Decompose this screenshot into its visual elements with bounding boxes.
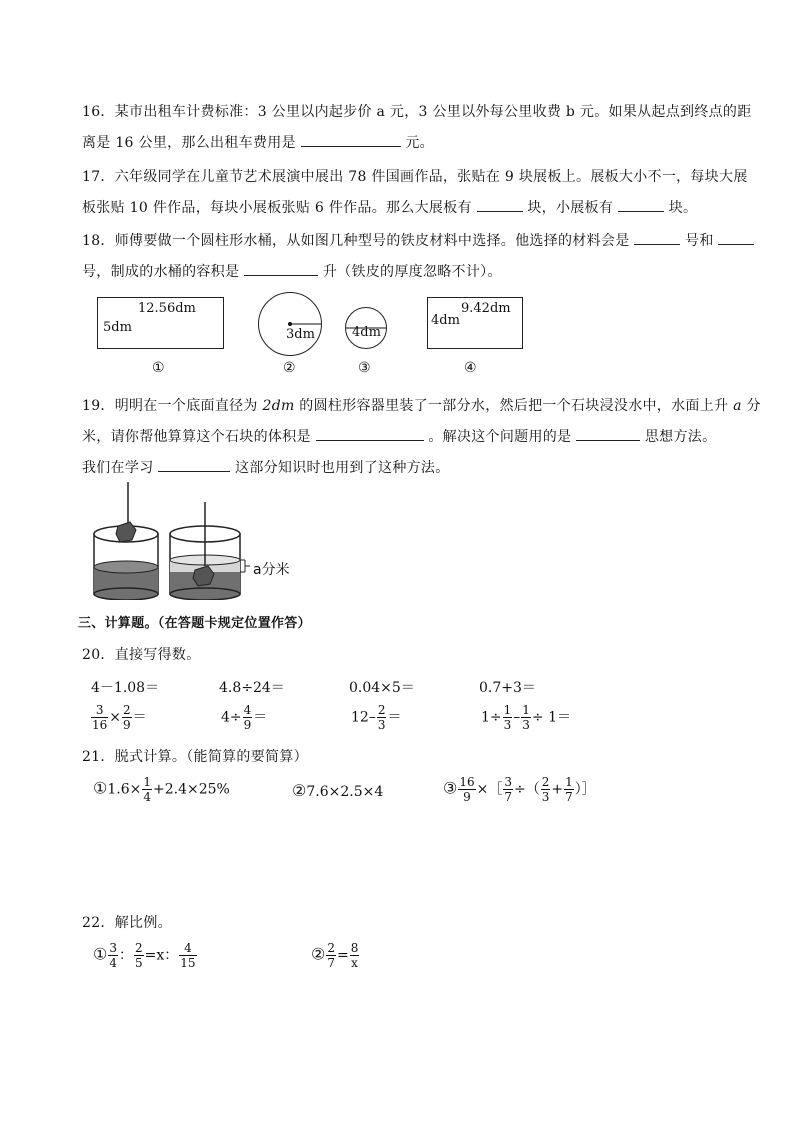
q16-answer-blank[interactable] [301, 132, 401, 147]
q20-6-eq: ＝ [253, 709, 268, 726]
q21-expr-2 [292, 781, 383, 800]
q21-mark-1: ① [93, 778, 108, 798]
q20-5-den1: 16 [92, 718, 108, 732]
q20-8-den2: 3 [522, 718, 530, 732]
fig2-radius-label: 3dm [286, 327, 315, 342]
q22-1-num1: 3 [109, 941, 117, 955]
q21-expr-3 [443, 775, 596, 804]
q20-8-num2: 1 [522, 703, 530, 717]
q20-item-1: 4－1.08＝ [91, 680, 160, 696]
q17-text-b: 块，小展板有 [527, 200, 614, 216]
q20-7-pre: 12– [351, 709, 376, 726]
q18-line2 [82, 261, 502, 281]
q21-3-num3: 2 [541, 775, 550, 789]
q21-expr-1 [93, 775, 230, 804]
fig4-side-label: 4dm [431, 313, 460, 328]
q20-item-4: 0.7+3＝ [479, 680, 536, 696]
q17-line2 [82, 197, 697, 217]
q22-1-colon: ： [118, 947, 133, 964]
q22-2-num1: 2 [327, 941, 335, 955]
fig2-circle [258, 292, 322, 356]
left-cylinder [94, 482, 158, 600]
q22-expr-2 [311, 941, 360, 970]
q19-line2 [82, 426, 716, 446]
q22-1-mid: =x： [144, 947, 179, 964]
q20-5-eq: ＝ [132, 709, 147, 726]
q17-text-c: 块。 [668, 200, 698, 216]
q22-2-num2: 8 [350, 941, 359, 955]
section-3-title: 三、计算题。（在答题卡规定位置作答） [78, 616, 311, 631]
q20-6-num: 4 [243, 703, 252, 717]
q21-1-pre: 1.6× [107, 781, 142, 798]
q20-item-7 [351, 703, 401, 732]
q21-3-op3: + [551, 781, 564, 798]
q20-5-num1: 3 [91, 703, 108, 718]
q20-8-post: ÷ 1＝ [531, 709, 572, 726]
fig4-rectangle [427, 297, 523, 349]
q22-2-den2: x [351, 956, 358, 970]
q19-text-f: 米，请你帮他算算这个石块的体积是 [82, 429, 311, 445]
q20-item-2: 4.8÷24＝ [219, 680, 285, 696]
q20-title: 20．直接写得数。 [82, 647, 201, 663]
q20-7-num: 2 [377, 703, 386, 717]
q22-1-den2: 5 [134, 956, 143, 970]
q19-text-c: 的圆柱形容器里装了一部分水，然后把一个石块浸没水中，水面上升 [299, 398, 729, 414]
q18-material-blank-2[interactable] [718, 230, 754, 245]
q22-2-eq: = [336, 947, 349, 964]
fig3-circle [345, 307, 387, 349]
q21-3-den3: 3 [541, 790, 550, 804]
q21-3-den1: 9 [463, 790, 471, 804]
right-cylinder [170, 502, 250, 600]
q22-2-den1: 7 [327, 956, 335, 970]
q19-text-h: 思想方法。 [644, 429, 717, 445]
q21-3-num4: 1 [565, 775, 573, 789]
q20-5-den2: 9 [123, 718, 131, 732]
q20-5-op: × [109, 709, 122, 726]
fig3-number: ③ [358, 360, 371, 376]
q18-volume-blank[interactable] [244, 261, 318, 276]
q21-mark-3: ③ [443, 778, 458, 798]
q16-line2 [82, 132, 434, 152]
q21-3-close: ）］ [574, 781, 596, 798]
q20-8-pre: 1÷ [481, 709, 502, 726]
q21-1-den: 4 [143, 790, 151, 804]
q18-text-b: 号和 [685, 233, 714, 249]
q19-rise-variable: a [733, 398, 742, 414]
q19-line1 [82, 395, 761, 415]
fig1-side-label: 5dm [103, 320, 132, 335]
q20-item-8 [481, 703, 571, 732]
q22-expr-1 [93, 941, 198, 970]
q20-item-3: 0.04×5＝ [349, 680, 415, 696]
q20-7-den: 3 [377, 718, 386, 732]
q18-text-c: 号，制成的水桶的容积是 [82, 264, 240, 280]
fig2-number: ② [283, 360, 296, 376]
q20-7-eq: ＝ [387, 709, 402, 726]
fig4-number: ④ [464, 360, 477, 376]
q21-mark-2: ② [292, 781, 307, 800]
rise-label: a分米 [253, 562, 290, 578]
q17-small-board-blank[interactable] [618, 197, 664, 212]
q21-3-den4: 7 [565, 790, 573, 804]
fig3-diameter-label: 4dm [352, 325, 381, 340]
q17-line1: 17．六年级同学在儿童节艺术展演中展出 78 件国画作品，张贴在 9 块展板上。展板大小不一，每块大展 [82, 169, 748, 185]
q21-3-num2: 3 [504, 775, 512, 789]
q19-text-i: 我们在学习 [82, 460, 154, 476]
q20-5-num2: 2 [123, 703, 131, 717]
q19-line3 [82, 457, 450, 477]
q21-3-op1: ×［ [476, 781, 503, 798]
q18-line1 [82, 230, 754, 250]
q20-6-den: 9 [243, 718, 252, 732]
q19-volume-blank[interactable] [316, 426, 424, 441]
q21-3-num1: 16 [459, 775, 475, 789]
q20-8-num1: 1 [503, 703, 512, 717]
q18-text-d: 升（铁皮的厚度忽略不计）。 [322, 264, 502, 280]
q18-material-blank-1[interactable] [634, 230, 680, 245]
q21-3-op2: ÷（ [514, 781, 540, 798]
fig2-radius-line [259, 293, 321, 355]
q20-8-mid: – [513, 709, 521, 726]
q22-1-den3: 15 [180, 956, 196, 970]
q21-1-num: 1 [143, 775, 151, 789]
q20-8-den1: 3 [503, 718, 512, 732]
q19-study-blank[interactable] [158, 457, 230, 472]
q16-line1: 16．某市出租车计费标准：3 公里以内起步价 a 元，3 公里以外每公里收费 b 元。如果从起点到终点的距 [82, 104, 752, 120]
fig4-top-label: 9.42dm [461, 301, 511, 316]
q17-text-a: 板张贴 10 件作品，每块小展板张贴 6 件作品。那么大展板有 [82, 200, 472, 216]
fig1-number: ① [152, 360, 165, 376]
q22-1-num3: 4 [179, 941, 196, 956]
q19-text-j: 这部分知识时也用到了这种方法。 [235, 460, 450, 476]
q20-6-pre: 4÷ [221, 709, 242, 726]
fig1-top-label: 12.56dm [138, 301, 196, 316]
q22-mark-2: ② [311, 944, 326, 964]
q17-big-board-blank[interactable] [477, 197, 523, 212]
fig1-rectangle [97, 297, 224, 349]
q22-1-num2: 2 [134, 941, 143, 955]
q19-text-e: 分 [746, 398, 761, 414]
q16-text-b: 元。 [405, 135, 434, 151]
q21-1-post: +2.4×25% [152, 781, 230, 798]
q19-text-a: 19．明明在一个底面直径为 [82, 398, 258, 414]
q19-text-g: 。解决这个问题用的是 [428, 429, 572, 445]
q22-title: 22．解比例。 [82, 915, 172, 931]
q16-text-a: 离是 16 公里，那么出租车费用是 [82, 135, 296, 151]
q19-diameter-value: 2dm [262, 398, 295, 414]
q19-method-blank[interactable] [576, 426, 640, 441]
q22-mark-1: ① [93, 944, 108, 964]
q20-item-5 [90, 703, 147, 732]
cylinders-figure [92, 482, 307, 600]
q22-1-den1: 4 [109, 956, 117, 970]
q20-item-6 [221, 703, 267, 732]
q18-text-a: 18．师傅要做一个圆柱形水桶，从如图几种型号的铁皮材料中选择。他选择的材料会是 [82, 233, 630, 249]
q21-title: 21．脱式计算。（能简算的要简算） [82, 749, 308, 765]
q21-2-text: 7.6×2.5×4 [306, 784, 384, 800]
q21-3-den2: 7 [504, 790, 512, 804]
